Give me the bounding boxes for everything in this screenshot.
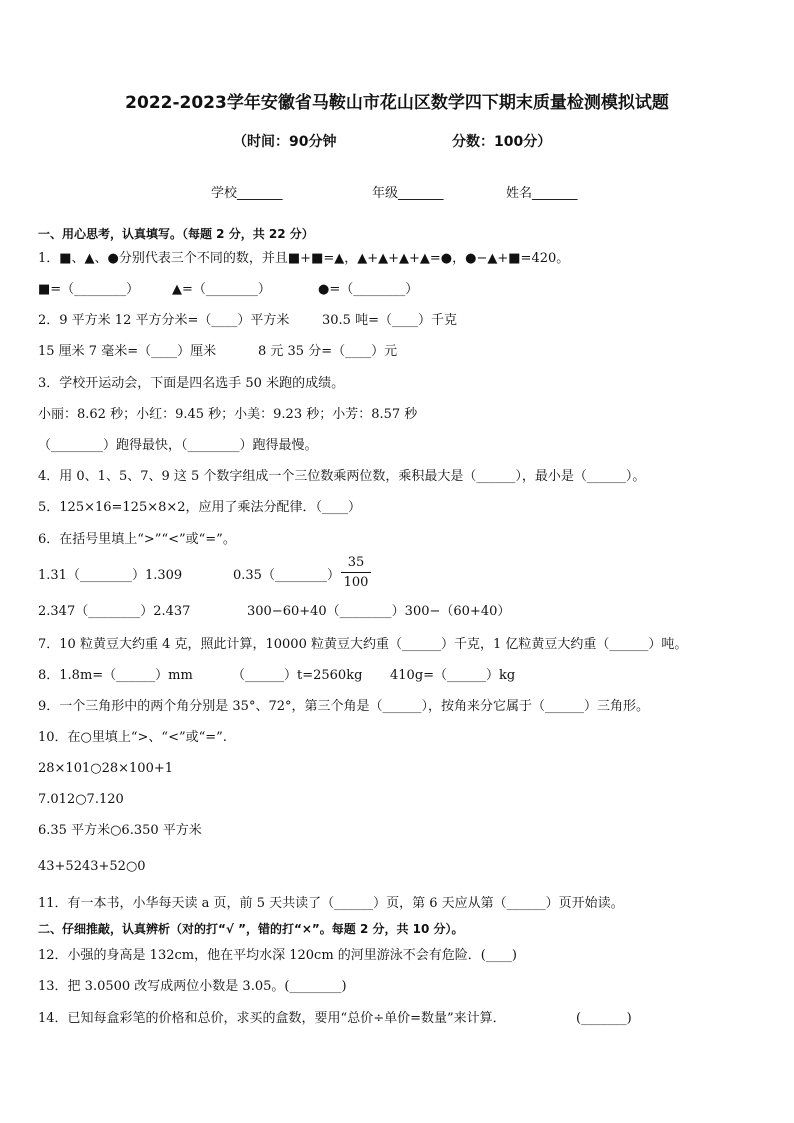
fraction-numerator: 35	[347, 555, 365, 570]
q6-compare-a: 1.31（________）1.309	[38, 568, 183, 583]
q2-line2b: 8 元 35 分=（____）元	[258, 344, 398, 359]
q2-line1a: 2．9 平方米 12 平方分米=（____）平方米	[38, 313, 290, 328]
q10-part-d: 43+5243+52○0	[38, 859, 146, 874]
fraction-denominator: 100	[343, 575, 369, 590]
q1-circle-answer: ●=（________）	[318, 282, 419, 297]
q6-fraction	[341, 555, 371, 590]
exam-time: （时间：90分钟	[233, 134, 337, 150]
q12-text: 12．小强的身高是 132cm，他在平均水深 120cm 的河里游泳不会有危险．(____)	[38, 948, 517, 963]
q7-text: 7．10 粒黄豆大约重 4 克，照此计算，10000 粒黄豆大约重（______）千克，1 亿粒黄豆大约重（______）吨。	[38, 637, 688, 652]
q6-compare-d: 300−60+40（________）300−（60+40）	[247, 604, 511, 619]
section-2-heading: 二、仔细推敲，认真辨析（对的打“√ ”，错的打“×”。每题 2 分，共 10 分）。	[38, 922, 464, 936]
q11-text: 11．有一本书，小华每天读 a 页，前 5 天共读了（______）页，第 6 天应从第（______）页开始读。	[38, 896, 624, 911]
q10-part-b: 7.012○7.120	[38, 792, 124, 807]
q4-text: 4．用 0、1、5、7、9 这 5 个数字组成一个三位数乘两位数，乘积最大是（______），最小是（______）。	[38, 469, 646, 484]
q10-text: 10．在○里填上“>、“<”或“=”.	[38, 730, 227, 745]
q1-square-answer: ■=（________）	[38, 282, 140, 297]
q3-blanks: （________）跑得最快，（________）跑得最慢。	[38, 438, 318, 453]
q9-text: 9．一个三角形中的两个角分别是 35°、72°，第三个角是（______），按角来分它属于（______）三角形。	[38, 699, 649, 714]
q14-blank: (_______)	[576, 1011, 632, 1026]
q3-times: 小丽：8.62 秒；小红：9.45 秒；小美：9.23 秒；小芳：8.57 秒	[38, 407, 418, 422]
q2-line2a: 15 厘米 7 毫米=（____）厘米	[38, 344, 217, 359]
q6-compare-b: 0.35（________）	[233, 568, 340, 583]
fraction-bar	[341, 572, 371, 573]
school-field: 学校_______	[211, 186, 283, 201]
q1-text: 1．■、▲、●分别代表三个不同的数，并且■+■=▲，▲+▲+▲+▲=●，●−▲+■=420。	[38, 251, 570, 266]
q14-text: 14．已知每盒彩笔的价格和总价，求买的盒数，要用“总价÷单价=数量”来计算．	[38, 1011, 506, 1026]
q8-part-b: （______）t=2560kg	[232, 668, 363, 683]
q8-part-a: 8．1.8m=（______）mm	[38, 668, 193, 683]
q1-triangle-answer: ▲=（________）	[172, 282, 271, 297]
q10-part-c: 6.35 平方米○6.350 平方米	[38, 823, 202, 838]
q3-text: 3．学校开运动会，下面是四名选手 50 米跑的成绩。	[38, 376, 345, 391]
q6-text: 6．在括号里填上“>”“<”或“=”。	[38, 532, 236, 547]
q5-text: 5．125×16=125×8×2，应用了乘法分配律．（____）	[38, 500, 362, 515]
grade-field: 年级_______	[372, 186, 444, 201]
name-field: 姓名_______	[506, 186, 578, 201]
q13-text: 13．把 3.0500 改写成两位小数是 3.05。(________)	[38, 979, 347, 994]
q6-compare-c: 2.347（________）2.437	[38, 604, 191, 619]
section-1-heading: 一、用心思考，认真填写。（每题 2 分，共 22 分）	[38, 227, 314, 241]
q10-part-a: 28×101○28×100+1	[38, 761, 174, 776]
exam-title: 2022-2023学年安徽省马鞍山市花山区数学四下期末质量检测模拟试题	[125, 93, 669, 113]
exam-score: 分数：100分）	[452, 134, 552, 150]
q8-part-c: 410g=（______）kg	[390, 668, 516, 683]
q2-line1b: 30.5 吨=（____）千克	[322, 313, 457, 328]
